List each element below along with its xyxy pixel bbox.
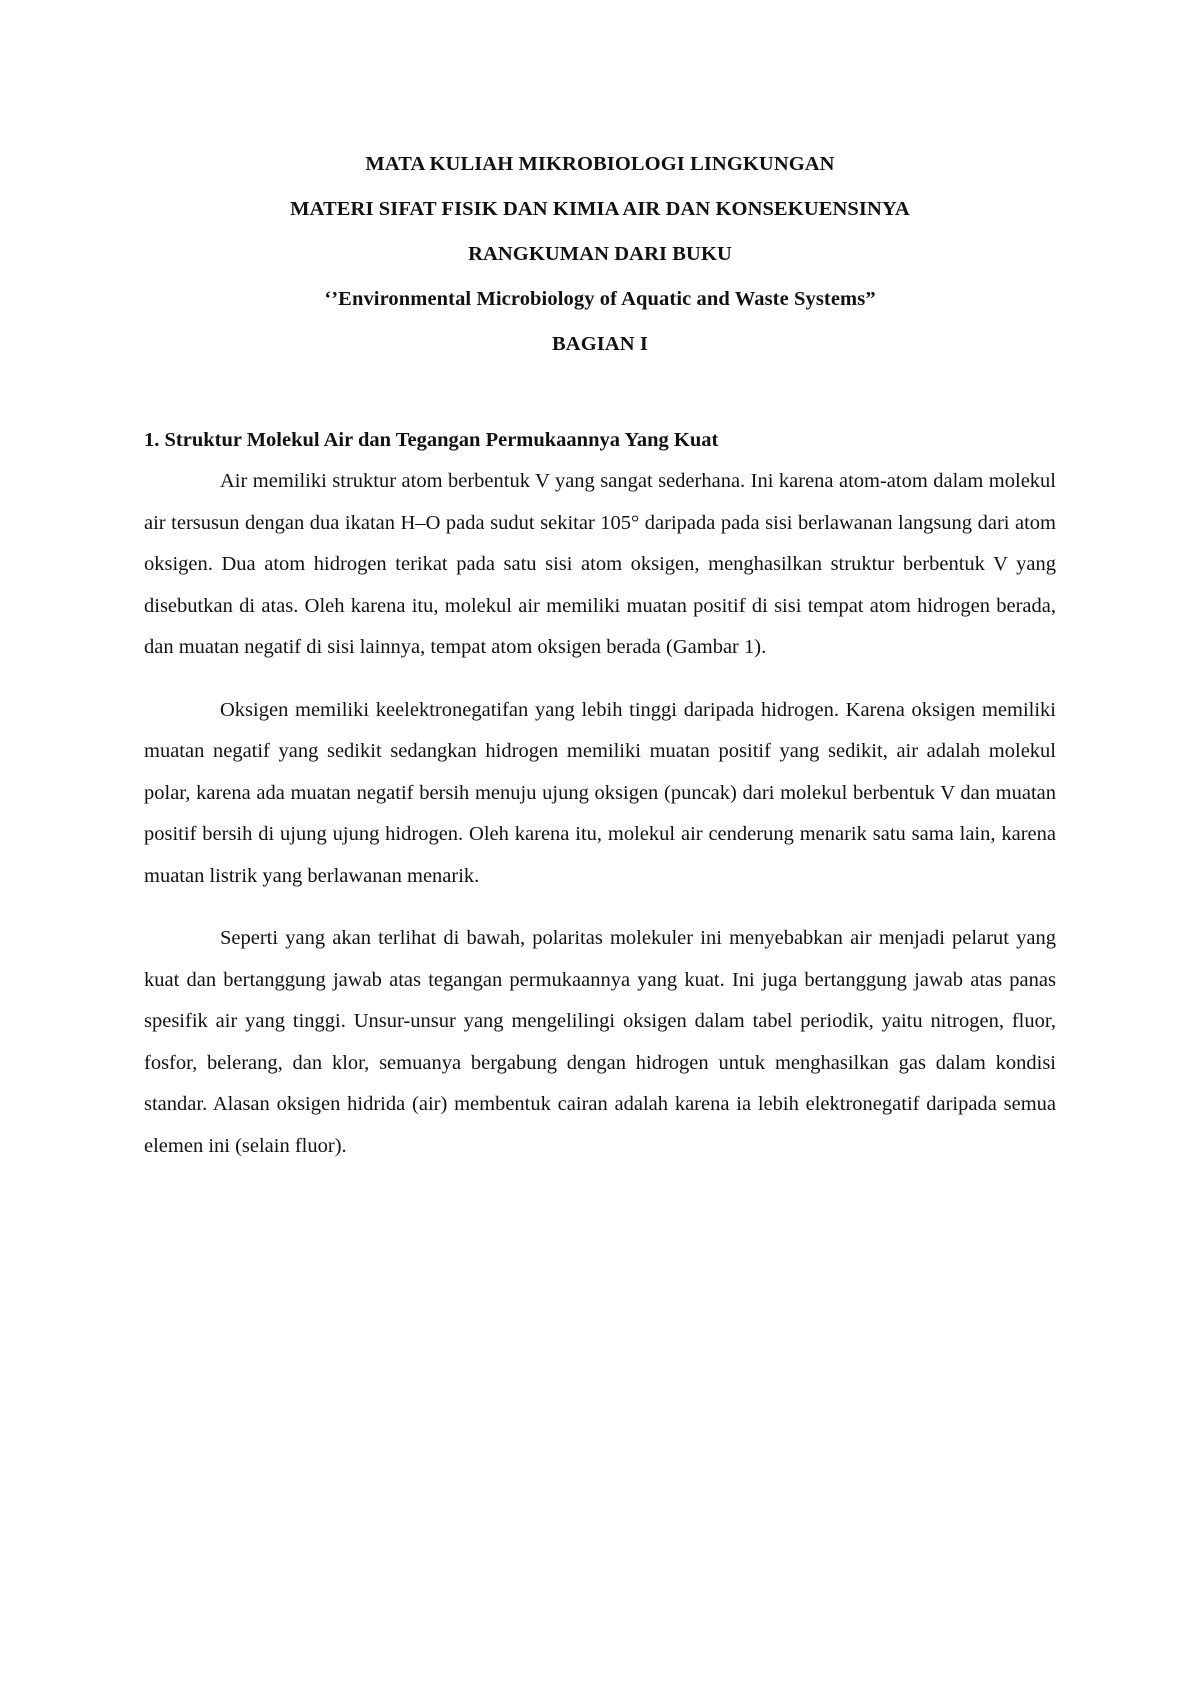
- summary-label: RANGKUMAN DARI BUKU: [468, 243, 732, 265]
- paragraph-2: Oksigen memiliki keelektronegatifan yang lebih tinggi daripada hidrogen. Karena oksigen memiliki muatan negatif yang sedikit sedangkan hidrogen memiliki muatan positif yang sedikit, air adalah molekul polar, karena ada muatan negatif bersih menuju ujung oksigen (puncak) dari molekul berbentuk V dan muatan positif bersih di ujung ujung hidrogen. Oleh karena itu, molekul air cenderung menarik satu sama lain, karena muatan listrik yang berlawanan menarik.: [144, 698, 1056, 887]
- material-title: MATERI SIFAT FISIK DAN KIMIA AIR DAN KONSEKUENSINYA: [290, 198, 910, 220]
- paragraph-1: Air memiliki struktur atom berbentuk V yang sangat sederhana. Ini karena atom-atom dalam molekul air tersusun dengan dua ikatan H–O pada sudut sekitar 105° daripada pada sisi berlawanan langsung dari atom oksigen. Dua atom hidrogen terikat pada satu sisi atom oksigen, menghasilkan struktur berbentuk V yang disebutkan di atas. Oleh karena itu, molekul air memiliki muatan positif di sisi tempat atom hidrogen berada, dan muatan negatif di sisi lainnya, tempat atom oksigen berada (Gambar 1).: [144, 470, 1056, 658]
- part-label: BAGIAN I: [552, 333, 648, 355]
- section-heading: 1. Struktur Molekul Air dan Tegangan Permukaannya Yang Kuat: [144, 429, 719, 451]
- book-title: ‘’Environmental Microbiology of Aquatic and Waste Systems”: [324, 288, 876, 310]
- document-header: [144, 142, 1056, 367]
- course-title: MATA KULIAH MIKROBIOLOGI LINGKUNGAN: [365, 153, 835, 175]
- paragraph-3: Seperti yang akan terlihat di bawah, polaritas molekuler ini menyebabkan air menjadi pelarut yang kuat dan bertanggung jawab atas tegangan permukaannya yang kuat. Ini juga bertanggung jawab atas panas spesifik air yang tinggi. Unsur-unsur yang mengelilingi oksigen dalam tabel periodik, yaitu nitrogen, fluor, fosfor, belerang, dan klor, semuanya bergabung dengan hidrogen untuk menghasilkan gas dalam kondisi standar. Alasan oksigen hidrida (air) membentuk cairan adalah karena ia lebih elektronegatif daripada semua elemen ini (selain fluor).: [144, 927, 1056, 1157]
- document-body: [144, 420, 1056, 1188]
